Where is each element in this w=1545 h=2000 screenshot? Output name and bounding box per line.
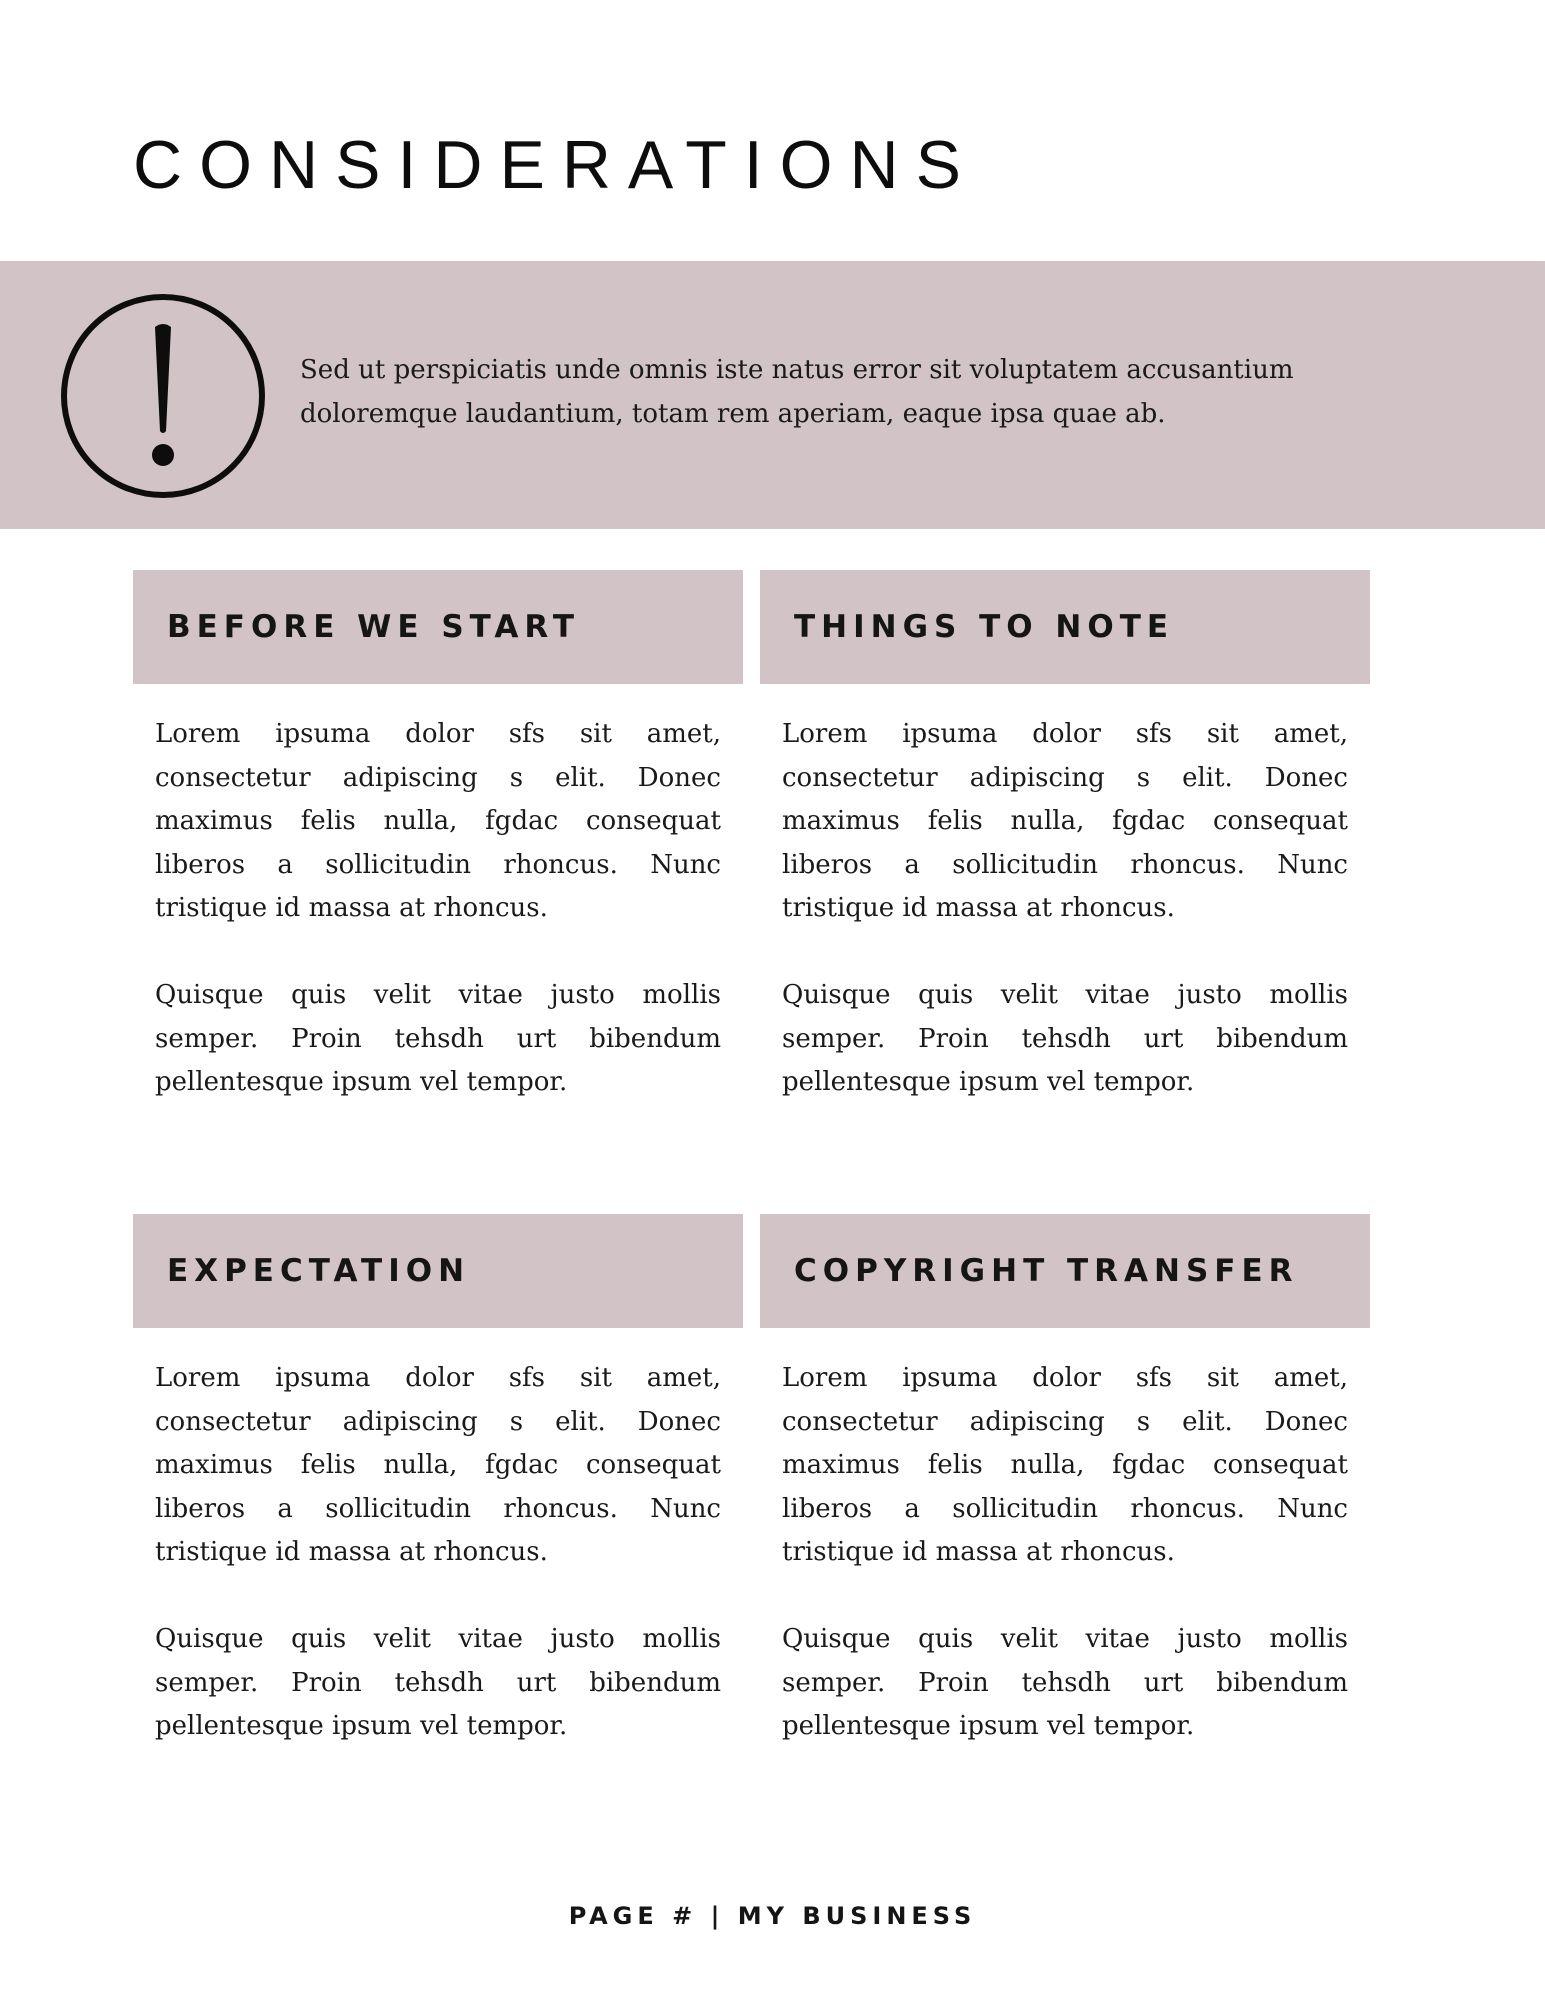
section-paragraph: Lorem ipsuma dolor sfs sit amet, consectetur adipiscing s elit. Donec maximus felis nulla, fgdac consequat liberos a sollicitudin rhoncus. Nunc tristique id massa at rhoncus.	[155, 1363, 721, 1567]
exclamation-circle-icon	[58, 291, 268, 501]
section-body-copyright-transfer	[782, 1357, 1348, 1792]
section-body-before-we-start	[155, 713, 721, 1148]
section-paragraph: Quisque quis velit vitae justo mollis semper. Proin tehsdh urt bibendum pellentesque ipsum vel tempor.	[782, 980, 1348, 1097]
section-paragraph: Lorem ipsuma dolor sfs sit amet, consectetur adipiscing s elit. Donec maximus felis nulla, fgdac consequat liberos a sollicitudin rhoncus. Nunc tristique id massa at rhoncus.	[155, 719, 721, 923]
section-body-expectation	[155, 1357, 721, 1792]
callout-text: Sed ut perspiciatis unde omnis iste natus error sit voluptatem accusantium doloremque laudantium, totam rem aperiam, eaque ipsa quae ab.	[300, 355, 1294, 429]
section-title: COPYRIGHT TRANSFER	[794, 1253, 1299, 1289]
section-title: BEFORE WE START	[167, 609, 581, 645]
section-header-copyright-transfer	[760, 1214, 1370, 1328]
section-paragraph: Quisque quis velit vitae justo mollis semper. Proin tehsdh urt bibendum pellentesque ipsum vel tempor.	[155, 980, 721, 1097]
section-paragraph: Lorem ipsuma dolor sfs sit amet, consectetur adipiscing s elit. Donec maximus felis nulla, fgdac consequat liberos a sollicitudin rhoncus. Nunc tristique id massa at rhoncus.	[782, 1363, 1348, 1567]
section-paragraph: Quisque quis velit vitae justo mollis semper. Proin tehsdh urt bibendum pellentesque ipsum vel tempor.	[155, 1624, 721, 1741]
page-footer: PAGE # | MY BUSINESS	[568, 1902, 977, 1930]
section-header-before-we-start	[133, 570, 743, 684]
page-title: CONSIDERATIONS	[133, 127, 979, 203]
section-header-expectation	[133, 1214, 743, 1328]
section-header-things-to-note	[760, 570, 1370, 684]
section-body-things-to-note	[782, 713, 1348, 1148]
section-title: EXPECTATION	[167, 1253, 471, 1289]
section-title: THINGS TO NOTE	[794, 609, 1175, 645]
section-paragraph: Lorem ipsuma dolor sfs sit amet, consectetur adipiscing s elit. Donec maximus felis nulla, fgdac consequat liberos a sollicitudin rhoncus. Nunc tristique id massa at rhoncus.	[782, 719, 1348, 923]
section-paragraph: Quisque quis velit vitae justo mollis semper. Proin tehsdh urt bibendum pellentesque ipsum vel tempor.	[782, 1624, 1348, 1741]
